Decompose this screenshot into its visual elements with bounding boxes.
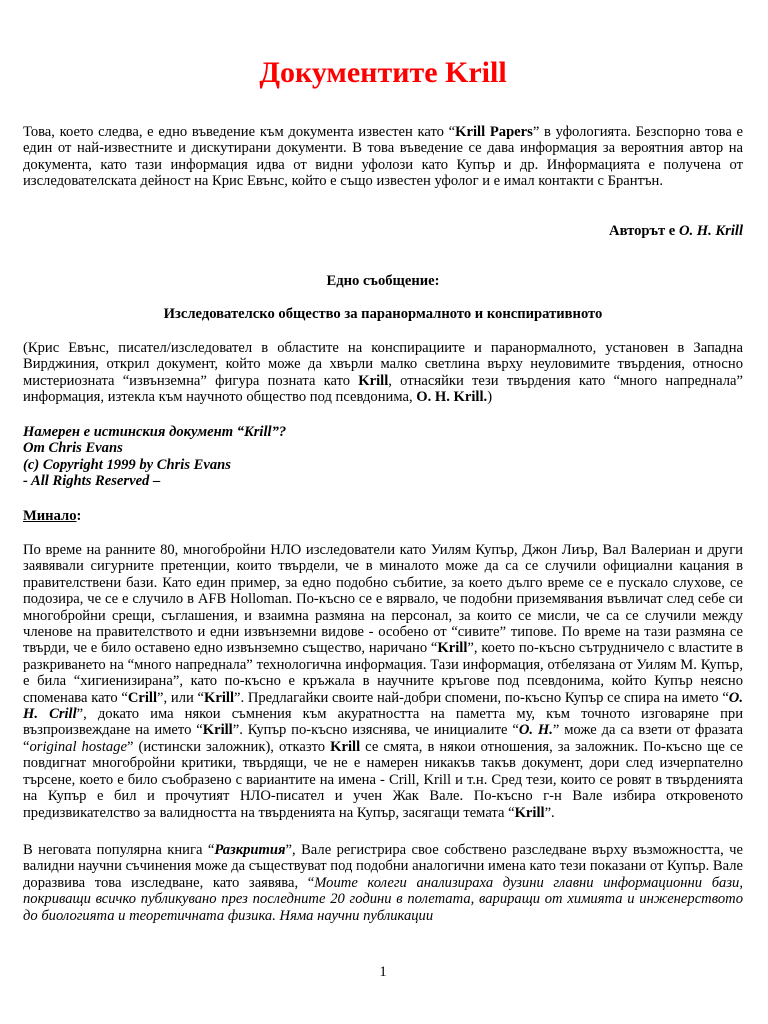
krill-papers-term: Krill Papers	[455, 124, 533, 140]
message-heading: Едно съобщение:	[326, 273, 440, 289]
vallee-paragraph: В неговата популярна книга “Разкрития”, Вале регистрира свое собствено разследване върху възможността, че валидни научни съчинения може да съществуват под подобни аналогични имена като тези показани от Купър. Вале доразвива това изследване, като заявява, “Моите колеги анализираха дузини главни информационни бази, покриващи всичко публикувано през последните 20 години в полетата, вариращи от химията и инженерството до биологията и теоретичната физика. Няма научни публикации	[23, 842, 743, 924]
author-name: O. H. Krill	[678, 223, 743, 239]
credit-line: (c) Copyright 1999 by Chris Evans	[23, 456, 231, 473]
krill-intro-paragraph: (Крис Евънс, писател/изследовател в областите на конспирациите и паранормалното, установен в Западна Вирджиния, открил документ, който може да хвърли малко светлина върху неуловимите твърдения, относно мистериозната “извънземна” фигура позната като Krill, отнасяйки тези твърдения като “много напреднала” информация, изтекла към научното общество под псевдонима, O. H. Krill.)	[23, 340, 743, 406]
credit-line: Намерен е истинския документ “Krill”?	[23, 424, 287, 440]
credit-line: - All Rights Reserved –	[23, 473, 161, 490]
page-number: 1	[379, 964, 387, 980]
author-line: Авторът е O. H. Krill	[609, 223, 743, 239]
intro-paragraph: Това, което следва, е едно въведение към документа известен като “Krill Papers” в уфологията. Безспорно това е един от най-известните и дискутирани документи. В това въведение се дава информация за вероятния автор на документа, като тази информация идва от видни уфолози като Купър и др. Информацията е получена от изследователската дейност на Крис Евънс, който е също известен уфолог и е имал контакти с Брантън.	[23, 124, 744, 190]
past-body-paragraph: По време на ранните 80, многобройни НЛО изследователи като Уилям Купър, Джон Лиър, Вал Валериан и други заявявали сигурните претенции, които твърдели, че в миналото може да са се случили официални кацания в правителствени бази. Като един пример, за едно подобно събитие, за което дълго време се е пускало слухове, се подозира, че се е случило в AFB Holloman. По-късно се е вярвало, че подобни приземявания въвличат след себе си многобройни срещи, съглашения, и взаимна размяна на персонал, за които се мисли, че са се случили между членове на правителството и едни извънземни видове - особено от “сивите” типове. По време на тази размяна се твърди, че е било оставено едно извънземно същество, наричано “Krill”, което по-късно сътрудничело с властите в разкриването на “много напреднала” технологична информация. Тази информация, отбелязана от Уилям М. Купър, е била “хигиенизирана”, като по-късно е кръжала в научните кръгове под псевдонима, който Купър неясно споменава като “Crill”, или “Krill”. Предлагайки своите най-добри спомени, по-късно Купър се спира на името “O. H. Crill”, докато има някои съмнения към акуратността на паметта му, към точното изговаряне при възпроизвеждане на името “Krill”. Купър по-късно изяснява, че инициалите “O. H.” може да са взети от фразата “original hostage” (истински заложник), отказто Krill се смята, в някои отношения, за заложник. По-късно ще се повдигнат многобройни критики, твърдящи, че не е намерен никакъв такъв документ, дори след изчерпателно търсене, което е било съобразено с вариантите на имена - Crill, Krill и т.н. Сред тези, които се ровят в твърденията на Купър е бил и прочутият НЛО-писател и учен Жак Вале. По-късно г-н Вале избира откровеното предизвикателство за валидността на твърденията на Купър, засягащи темата “Krill”.	[23, 542, 744, 821]
document-title: Документите Krill	[259, 56, 507, 89]
credits-block	[23, 424, 743, 490]
past-heading: Минало:	[23, 508, 82, 524]
credit-line: От Chris Evans	[23, 440, 123, 457]
society-heading: Изследователско общество за паранормалното и конспиративното	[163, 306, 603, 322]
